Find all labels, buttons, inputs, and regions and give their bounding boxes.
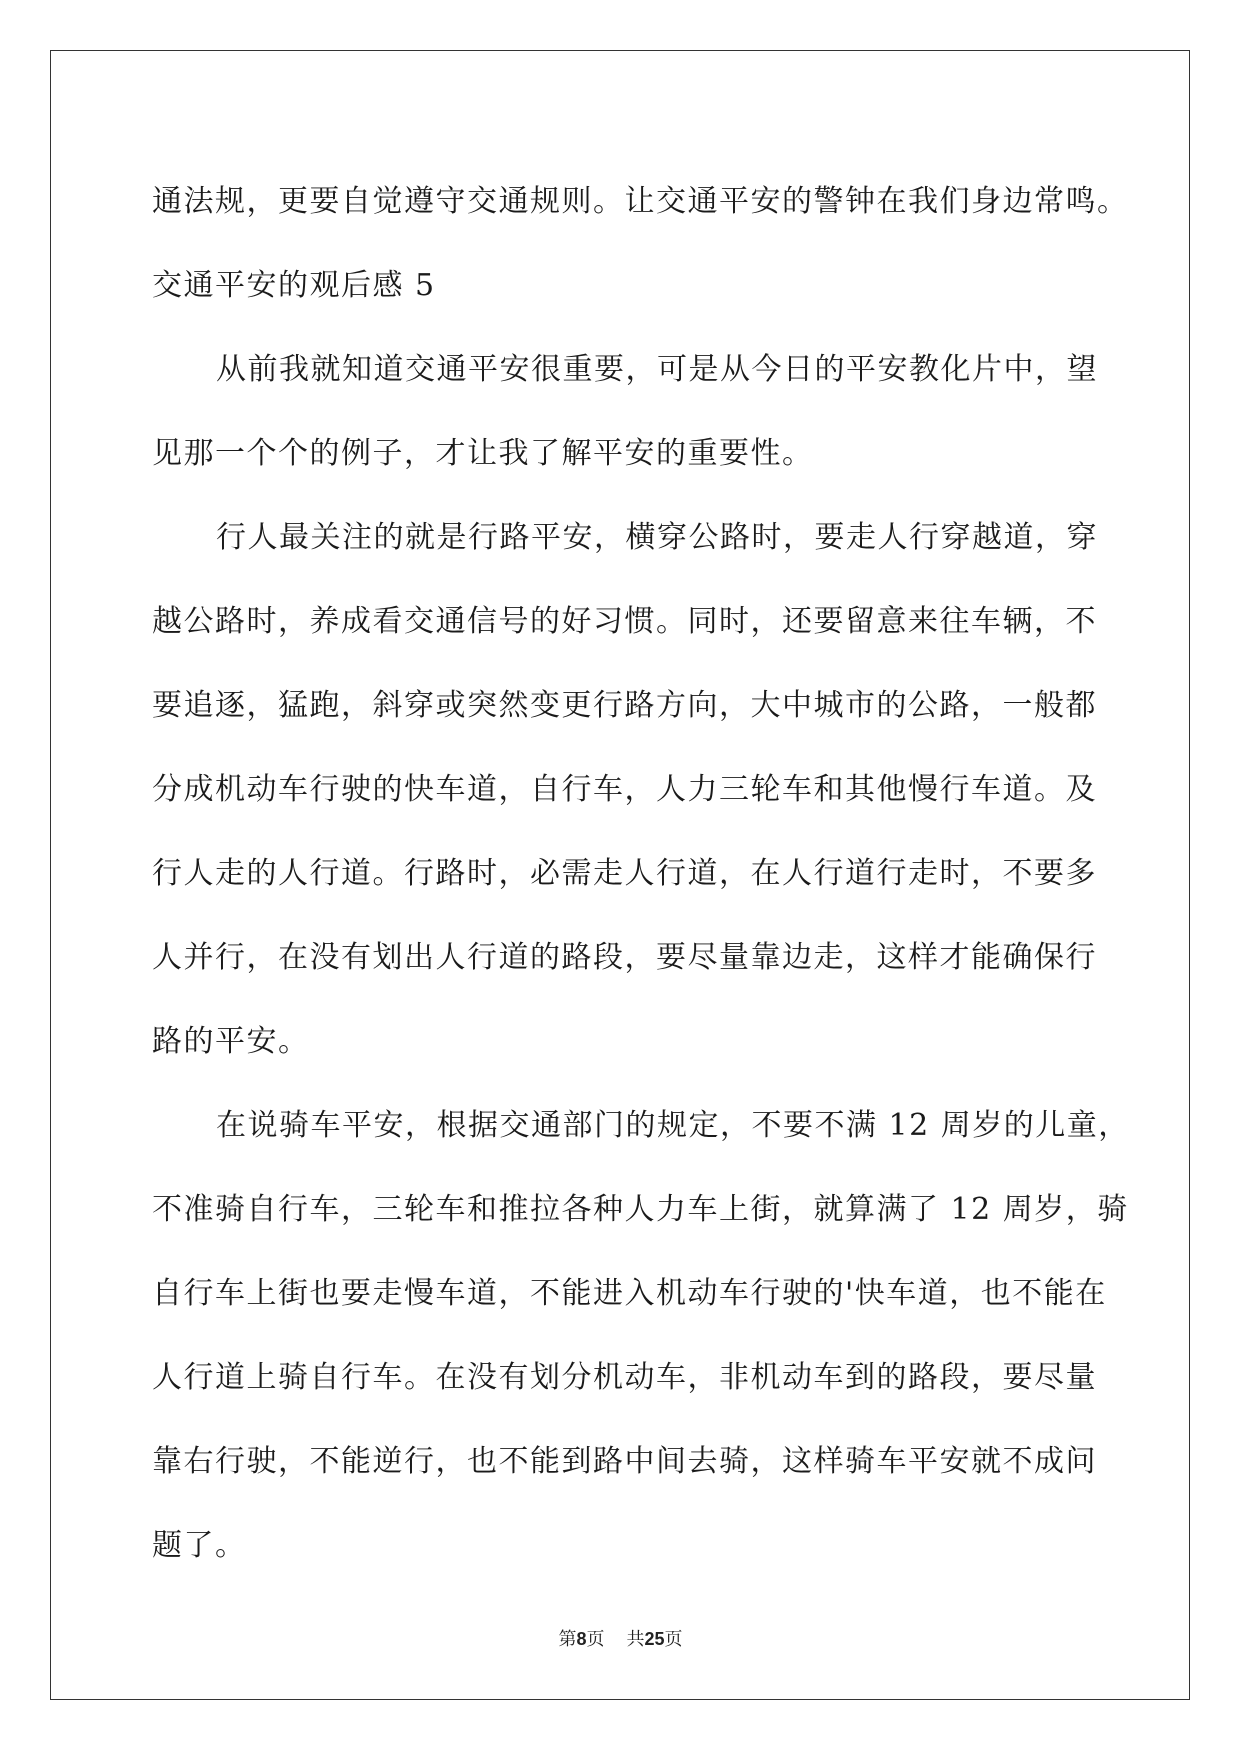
text-line: 人并行，在没有划出人行道的路段，要尽量靠边走，这样才能确保行	[152, 940, 1097, 975]
text-line: 通法规，更要自觉遵守交通规则。让交通平安的警钟在我们身边常鸣。	[152, 184, 1129, 219]
text-line: 靠右行驶，不能逆行，也不能到路中间去骑，这样骑车平安就不成问	[152, 1444, 1097, 1479]
page-suffix: 页	[586, 1629, 605, 1650]
document-body	[152, 160, 1130, 1588]
text-line: 路的平安。	[152, 1024, 310, 1059]
total-pages: 25	[644, 1629, 665, 1649]
text-line: 自行车上街也要走慢车道，不能进入机动车行驶的'快车道，也不能在	[152, 1276, 1107, 1311]
text-line: 要追逐，猛跑，斜穿或突然变更行路方向，大中城市的公路，一般都	[152, 688, 1097, 723]
page-prefix: 第	[558, 1629, 577, 1650]
text-line: 行人走的人行道。行路时，必需走人行道，在人行道行走时，不要多	[152, 856, 1097, 891]
text-line: 题了。	[152, 1528, 247, 1563]
text-line: 见那一个个的例子，才让我了解平安的重要性。	[152, 436, 814, 471]
text-line: 分成机动车行驶的快车道，自行车，人力三轮车和其他慢行车道。及	[152, 772, 1097, 807]
page-number: 8	[576, 1629, 587, 1649]
text-line: 不准骑自行车，三轮车和推拉各种人力车上街，就算满了 12 周岁，骑	[152, 1192, 1129, 1227]
text-line: 行人最关注的就是行路平安，横穿公路时，要走人行穿越道，穿	[216, 520, 1098, 555]
section-heading: 交通平安的观后感 5	[152, 268, 436, 303]
text-line: 越公路时，养成看交通信号的好习惯。同时，还要留意来往车辆，不	[152, 604, 1097, 639]
total-suffix: 页	[664, 1629, 683, 1650]
page-footer	[0, 1625, 1241, 1651]
text-line: 人行道上骑自行车。在没有划分机动车，非机动车到的路段，要尽量	[152, 1360, 1097, 1395]
text-line: 从前我就知道交通平安很重要，可是从今日的平安教化片中，望	[216, 352, 1098, 387]
total-prefix: 共	[626, 1629, 645, 1650]
text-line: 在说骑车平安，根据交通部门的规定，不要不满 12 周岁的儿童，	[216, 1108, 1130, 1143]
